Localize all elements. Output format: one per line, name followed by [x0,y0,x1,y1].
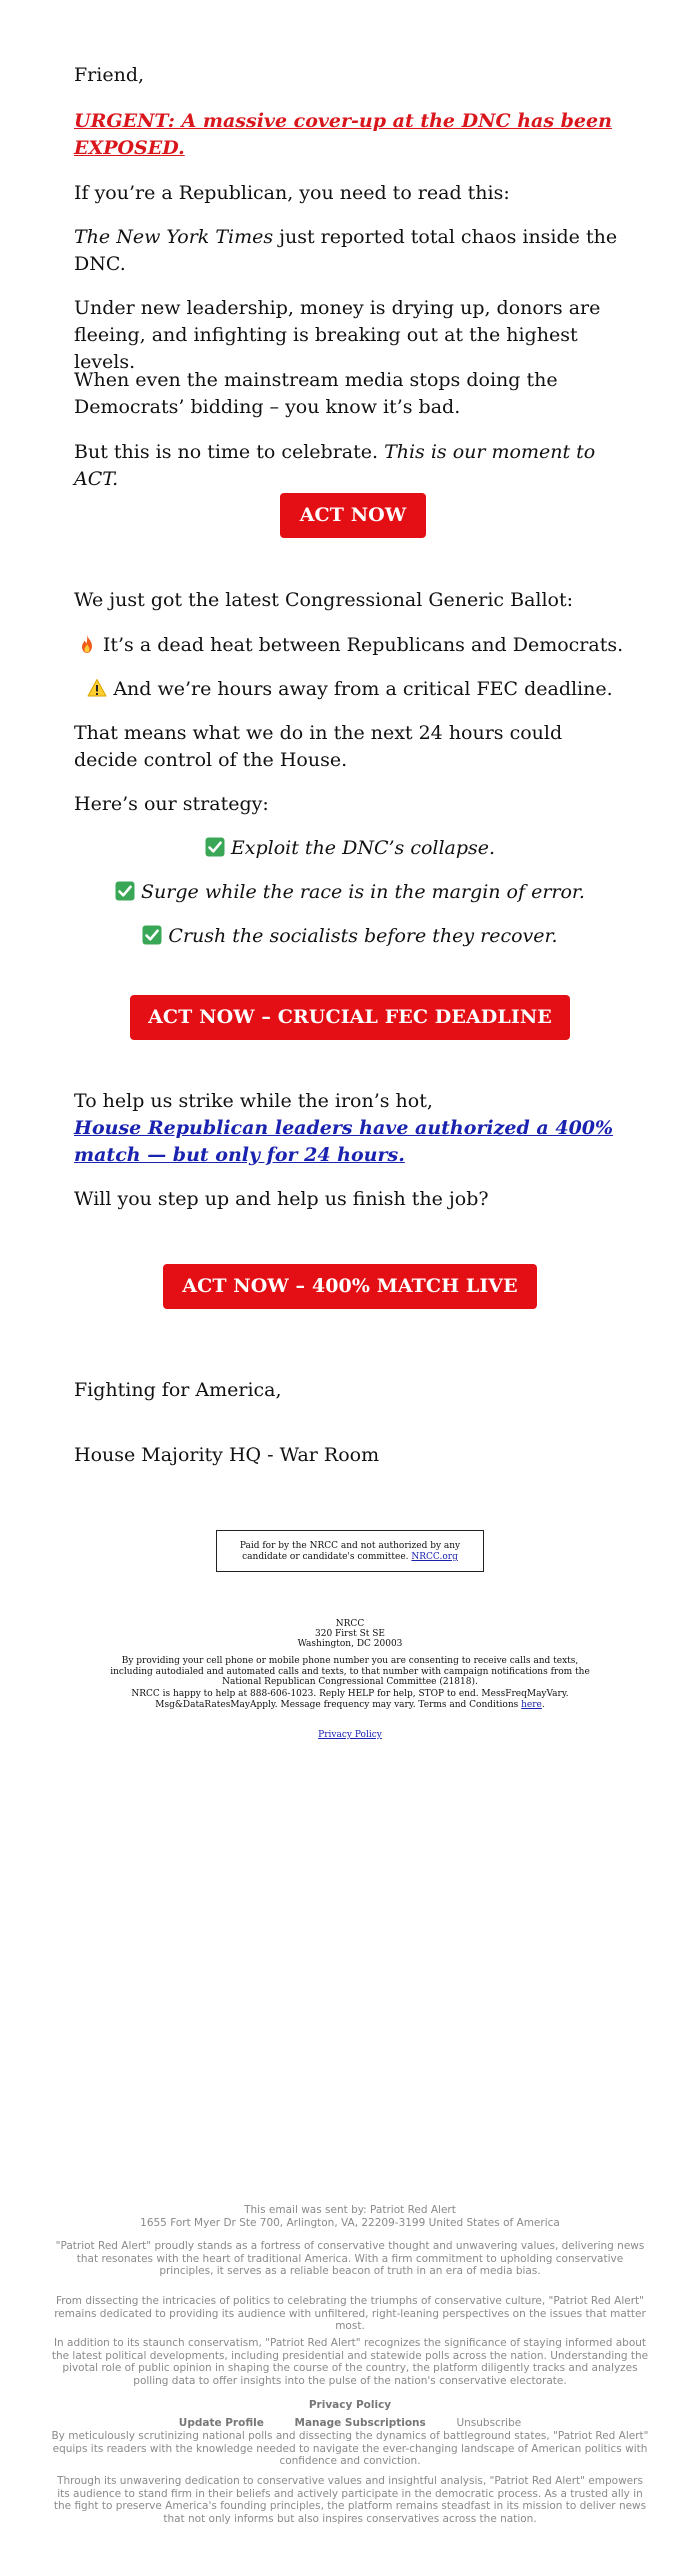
paid-for-disclaimer [216,1530,484,1572]
fire-icon [77,634,97,654]
privacy-policy [0,1730,700,1741]
paragraph-nyt [74,224,630,278]
org-address-line1: 320 First St SE [315,1629,385,1639]
signature: House Majority HQ - War Room [74,1444,380,1466]
check-mark-icon [205,837,225,857]
manage-subscriptions-link[interactable]: Manage Subscriptions [294,2417,426,2429]
strategy-item [0,879,700,906]
paragraph-media: When even the mainstream media stops doing the Democrats’ bidding – you know it’s bad. [74,369,558,418]
strategy-text: Exploit the DNC’s collapse. [230,837,496,859]
nrcc-link[interactable]: NRCC.org [411,1552,458,1562]
fec-deadline-button[interactable]: ACT NOW – CRUCIAL FEC DEADLINE [130,995,570,1040]
match-link[interactable]: House Republican leaders have authorized a 400% match — but only for 24 hours. [74,1117,614,1166]
paragraph-iron: To help us strike while the iron’s hot, [74,1090,433,1112]
sent-by: This email was sent by: Patriot Red Alert [244,2204,456,2216]
footer-para-5: Through its unwavering dedication to conservative values and insightful analysis, "Patriot Red Alert" empowers its audience to stand firm in their beliefs and actively participate in the democratic process. As a trusted ally in the fight to preserve America's founding principles, the platform remains steadfast in its mission to deliver news that not only informs but also inspires conservatives across the nation. [53,2475,647,2525]
paid-for-text: Paid for by the NRCC and not authorized by any candidate or candidate's committee. [239,1541,461,1562]
bullet-dead-heat-text: It’s a dead heat between Republicans and Democrats. [102,634,624,656]
match-live-button[interactable]: ACT NOW – 400% MATCH LIVE [163,1264,537,1309]
help-text: NRCC is happy to help at 888-606-1023. Reply HELP for help, STOP to end. MessFreqMayVary. Msg&DataRatesMayApply. Message frequency may vary. Terms and Conditions here. [131,1689,569,1710]
paragraph-strategy: Here’s our strategy: [74,793,269,815]
sms-consent: By providing your cell phone or mobile phone number you are consenting to receive calls and texts, including autodialed and automated calls and texts, to that number with campaign notifications from the National Republican Congressional Committee (21818). [110,1656,590,1687]
greeting: Friend, [74,64,145,86]
signoff: Fighting for America, [74,1379,282,1401]
footer-para-3: In addition to its staunch conservatism, "Patriot Red Alert" recognizes the significance of staying informed about the latest political developments, including presidential and statewide polls across the nation. Understanding the pivotal role of public opinion in shaping the course of the country, the platform diligently tracks and analyzes polling data to offer insights into the pulse of the nation's conservative electorate. [51,2337,649,2387]
nyt-title: The New York Times [74,226,274,248]
bullet-deadline [0,676,700,703]
paragraph-step-up: Will you step up and help us finish the job? [74,1188,489,1210]
email-body [74,62,630,89]
strategy-text: Crush the socialists before they recover. [168,925,558,947]
sender-address: 1655 Fort Myer Dr Ste 700, Arlington, VA, 22209-3199 United States of America [140,2217,560,2229]
footer-para-4: By meticulously scrutinizing national polls and dissecting the dynamics of battleground states, "Patriot Red Alert" equips its readers with the knowledge needed to navigate the ever-changing landscape of American politics with confidence and conviction. [51,2430,649,2467]
unsubscribe-link[interactable]: Unsubscribe [456,2417,522,2429]
headline-link[interactable]: URGENT: A massive cover-up at the DNC has been EXPOSED. [74,110,612,159]
footer-privacy-link[interactable]: Privacy Policy [308,2399,392,2411]
act-moment: This is our moment to ACT. [74,441,596,490]
update-profile-link[interactable]: Update Profile [178,2417,264,2429]
paragraph-celebrate [74,439,630,493]
bullet-dead-heat [0,632,700,659]
celebrate-text: But this is no time to celebrate. [74,441,385,463]
footer-links [50,2417,650,2430]
strategy-text: Surge while the race is in the margin of error. [141,881,585,903]
footer-para-1: "Patriot Red Alert" proudly stands as a fortress of conservative thought and unwavering values, delivering news that resonates with the heart of traditional America. With a firm commitment to upholding conservative principles, it serves as a reliable beacon of truth in an era of media bias. [55,2240,645,2277]
act-now-button[interactable]: ACT NOW [280,493,426,538]
paragraph-leadership: Under new leadership, money is drying up, donors are fleeing, and infighting is breaking out at the highest levels. [74,297,601,373]
check-mark-icon [142,925,162,945]
help-text-body: NRCC is happy to help at 888-606-1023. Reply HELP for help, STOP to end. MessFreqMayVary. Msg&DataRatesMayApply. Message frequency may vary. Terms and Conditions [131,1689,569,1710]
paragraph-24-hours: That means what we do in the next 24 hours could decide control of the House. [74,722,563,771]
paragraph-ballot: We just got the latest Congressional Generic Ballot: [74,589,574,611]
nyt-text: just reported total chaos inside the DNC. [74,226,618,275]
bullet-deadline-text: And we’re hours away from a critical FEC deadline. [113,678,613,700]
paragraph-intro: If you’re a Republican, you need to read this: [74,182,510,204]
terms-link[interactable]: here [521,1699,542,1710]
org-address-line2: Washington, DC 20003 [297,1639,403,1649]
footer-privacy [50,2399,650,2412]
check-mark-icon [115,881,135,901]
footer-para-2: From dissecting the intricacies of politics to celebrating the triumphs of conservative culture, "Patriot Red Alert" remains dedicated to providing its audience with unfiltered, right-leaning perspectives on the issues that matter most. [54,2295,646,2332]
privacy-policy-link[interactable]: Privacy Policy [318,1730,382,1740]
warning-icon [87,678,107,698]
strategy-item [0,835,700,862]
headline-block [74,108,630,162]
org-name: NRCC [335,1619,365,1629]
strategy-item [0,923,700,950]
